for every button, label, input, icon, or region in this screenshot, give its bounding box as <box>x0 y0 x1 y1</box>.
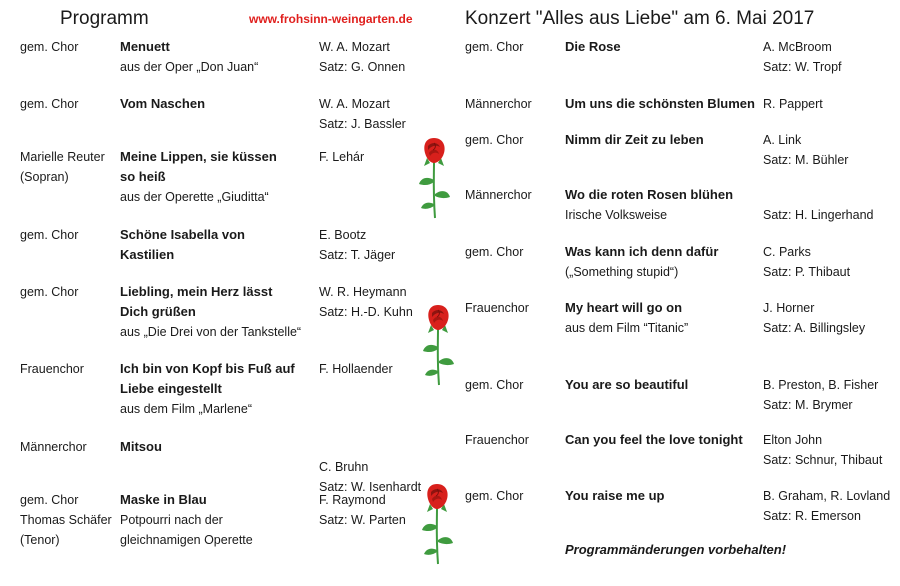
song-title: Um uns die schönsten Blumen <box>565 96 755 111</box>
performer <box>20 94 78 114</box>
credit-line: A. Link <box>763 133 802 147</box>
performer-line: gem. Chor <box>20 493 79 507</box>
song-title: Liebling, mein Herz lässt <box>120 284 273 299</box>
composer-credit <box>763 486 890 526</box>
composer-credit <box>319 147 364 167</box>
performer-line: Thomas Schäfer <box>20 513 112 527</box>
performer <box>20 282 78 302</box>
performer-line: gem. Chor <box>465 378 524 392</box>
song-subtitle: aus dem Film “Titanic” <box>565 321 689 335</box>
credit-line: C. Bruhn <box>319 460 369 474</box>
performer-line: Frauenchor <box>465 433 529 447</box>
song-title: My heart will go on <box>565 300 683 315</box>
performer-line: gem. Chor <box>20 285 79 299</box>
credit-line: Satz: J. Bassler <box>319 117 406 131</box>
credit-line: F. Raymond <box>319 493 386 507</box>
song-block <box>120 282 301 342</box>
performer-line: (Tenor) <box>20 533 60 547</box>
rose-icon <box>420 482 454 566</box>
credit-line: Satz: P. Thibaut <box>763 265 851 279</box>
credit-line: Satz: M. Bühler <box>763 153 849 167</box>
program-heading: Programm <box>60 8 149 29</box>
performer <box>20 37 78 57</box>
performer-line: Frauenchor <box>465 301 529 315</box>
credit-line: W. A. Mozart <box>319 40 390 54</box>
song-block <box>120 490 253 550</box>
credit-line: Satz: M. Brymer <box>763 398 853 412</box>
credit-line: A. McBroom <box>763 40 832 54</box>
composer-credit <box>319 37 405 77</box>
performer-line: gem. Chor <box>20 40 79 54</box>
performer <box>465 298 529 318</box>
performer-line: gem. Chor <box>465 40 524 54</box>
composer-credit <box>763 430 882 470</box>
song-block <box>565 37 621 57</box>
credit-line: W. A. Mozart <box>319 97 390 111</box>
song-block <box>565 242 718 282</box>
song-title: Can you feel the love tonight <box>565 432 743 447</box>
song-subtitle: aus der Operette „Giuditta“ <box>120 190 269 204</box>
composer-credit <box>763 375 878 415</box>
performer-line: gem. Chor <box>20 228 79 242</box>
credit-line: Elton John <box>763 433 823 447</box>
credit-line: Satz: H.-D. Kuhn <box>319 305 413 319</box>
performer <box>20 490 112 550</box>
performer <box>20 147 105 187</box>
credit-line: Satz: H. Lingerhand <box>763 208 874 222</box>
credit-line: Satz: A. Billingsley <box>763 321 866 335</box>
performer <box>20 359 84 379</box>
performer <box>465 242 523 262</box>
performer <box>465 130 523 150</box>
credit-line: R. Pappert <box>763 97 823 111</box>
performer <box>465 94 532 114</box>
credit-line: J. Horner <box>763 301 815 315</box>
song-title: You raise me up <box>565 488 665 503</box>
composer-credit <box>763 94 823 114</box>
song-title: Die Rose <box>565 39 621 54</box>
concert-heading: Konzert "Alles aus Liebe" am 6. Mai 2017 <box>465 8 815 29</box>
performer <box>465 375 523 395</box>
credit-line: Satz: W. Isenhardt <box>319 480 422 494</box>
credit-line: C. Parks <box>763 245 811 259</box>
performer <box>465 185 532 205</box>
website-link[interactable]: www.frohsinn-weingarten.de <box>249 12 413 26</box>
credit-line: Satz: R. Emerson <box>763 509 861 523</box>
song-title: so heiß <box>120 169 166 184</box>
song-title: Dich grüßen <box>120 304 196 319</box>
composer-credit <box>763 185 874 225</box>
composer-credit <box>319 490 406 530</box>
performer <box>20 225 78 245</box>
performer-line: gem. Chor <box>465 245 524 259</box>
song-title: Wo die roten Rosen blühen <box>565 187 734 202</box>
song-title: You are so beautiful <box>565 377 689 392</box>
song-block <box>120 37 258 77</box>
song-title: Menuett <box>120 39 170 54</box>
performer-line: Marielle Reuter <box>20 150 105 164</box>
credit-line: Satz: W. Tropf <box>763 60 842 74</box>
song-block <box>565 486 664 506</box>
song-title: Vom Naschen <box>120 96 206 111</box>
composer-credit <box>319 437 421 497</box>
song-subtitle: Potpourri nach der <box>120 513 223 527</box>
performer <box>465 486 523 506</box>
credit-line: F. Lehár <box>319 150 365 164</box>
performer-line: gem. Chor <box>20 97 79 111</box>
performer-line: gem. Chor <box>465 133 524 147</box>
song-title: Nimm dir Zeit zu leben <box>565 132 704 147</box>
song-block <box>565 94 755 114</box>
song-title: Maske in Blau <box>120 492 207 507</box>
performer-line: gem. Chor <box>465 489 524 503</box>
song-title: Ich bin von Kopf bis Fuß auf <box>120 361 295 376</box>
credit-line: Satz: W. Parten <box>319 513 406 527</box>
program-changes-note: Programmänderungen vorbehalten! <box>565 542 787 557</box>
song-subtitle: („Something stupid“) <box>565 265 679 279</box>
song-title: Meine Lippen, sie küssen <box>120 149 277 164</box>
song-block <box>120 147 277 207</box>
credit-line: E. Bootz <box>319 228 367 242</box>
composer-credit <box>319 94 406 134</box>
performer-line: Männerchor <box>465 188 532 202</box>
performer-line: Frauenchor <box>20 362 84 376</box>
song-block <box>565 185 733 225</box>
credit-line: B. Preston, B. Fisher <box>763 378 879 392</box>
song-block <box>565 298 688 338</box>
song-title: Liebe eingestellt <box>120 381 222 396</box>
song-block <box>120 225 245 265</box>
performer-line: (Sopran) <box>20 170 69 184</box>
song-title: Was kann ich denn dafür <box>565 244 719 259</box>
song-subtitle: aus dem Film „Marlene“ <box>120 402 252 416</box>
composer-credit <box>319 225 395 265</box>
composer-credit <box>763 298 865 338</box>
credit-line <box>319 437 421 457</box>
song-subtitle: gleichnamigen Operette <box>120 533 253 547</box>
song-block <box>120 94 205 114</box>
song-title: Schöne Isabella von <box>120 227 245 242</box>
performer-line: Männerchor <box>465 97 532 111</box>
song-title: Mitsou <box>120 439 162 454</box>
song-block <box>120 359 295 419</box>
credit-line: W. R. Heymann <box>319 285 407 299</box>
composer-credit <box>319 282 413 322</box>
rose-icon <box>417 136 451 220</box>
composer-credit <box>763 242 850 282</box>
credit-line: B. Graham, R. Lovland <box>763 489 891 503</box>
credit-line: Satz: T. Jäger <box>319 248 396 262</box>
credit-line: Satz: Schnur, Thibaut <box>763 453 883 467</box>
performer-line: Männerchor <box>20 440 87 454</box>
performer <box>465 37 523 57</box>
credit-line <box>763 185 874 205</box>
composer-credit <box>763 37 842 77</box>
song-subtitle: aus der Oper „Don Juan“ <box>120 60 259 74</box>
composer-credit <box>319 359 393 379</box>
song-block <box>565 375 688 395</box>
rose-icon <box>421 303 455 387</box>
song-title: Kastilien <box>120 247 175 262</box>
song-block <box>565 430 743 450</box>
composer-credit <box>763 130 848 170</box>
performer <box>20 437 87 457</box>
credit-line: Satz: G. Onnen <box>319 60 406 74</box>
song-block <box>565 130 704 150</box>
performer <box>465 430 529 450</box>
song-subtitle: aus „Die Drei von der Tankstelle“ <box>120 325 302 339</box>
credit-line: F. Hollaender <box>319 362 393 376</box>
song-block <box>120 437 162 457</box>
song-subtitle: Irische Volksweise <box>565 208 668 222</box>
